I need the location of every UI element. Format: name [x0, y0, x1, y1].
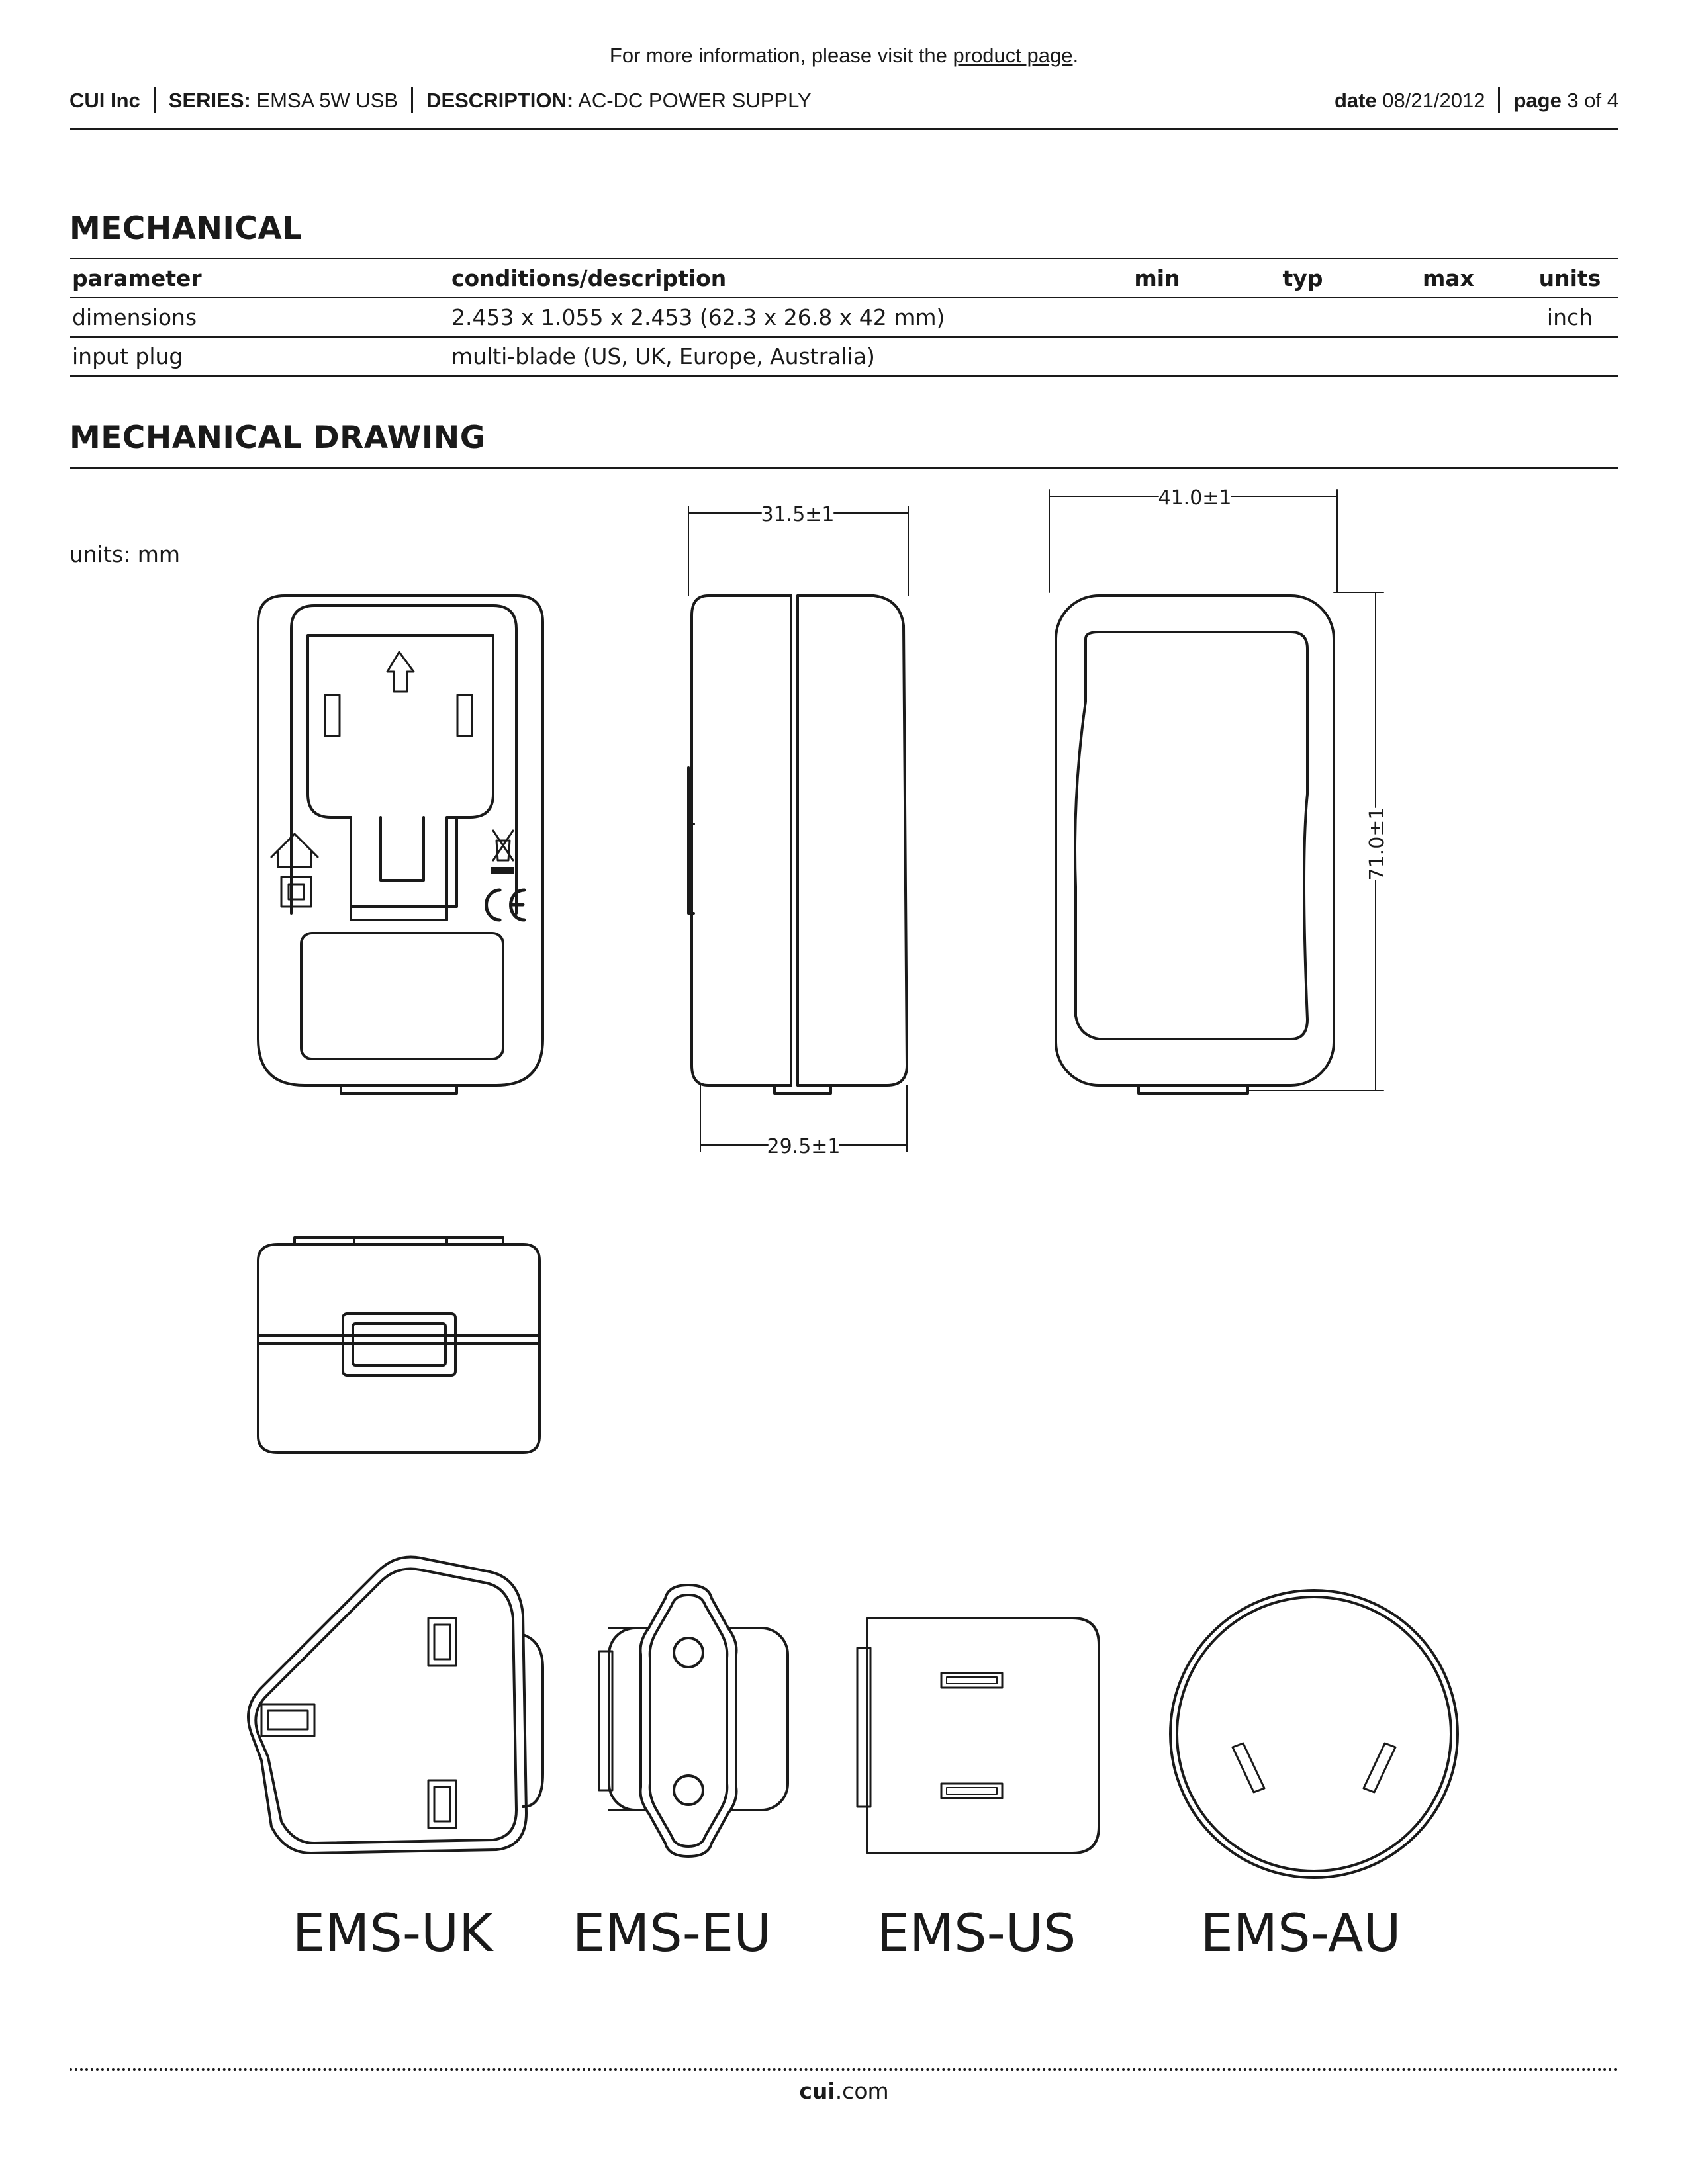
cell-parameter: input plug — [70, 337, 449, 376]
col-header-max: max — [1376, 259, 1521, 298]
col-header-conditions: conditions/description — [449, 259, 1084, 298]
page-label: page — [1513, 89, 1562, 113]
plug-label-us: EMS-US — [876, 1904, 1076, 1964]
date-label: date — [1334, 89, 1377, 113]
dim-label-height: 71.0±1 — [1366, 807, 1389, 881]
col-header-parameter: parameter — [70, 259, 449, 298]
front-view — [258, 596, 543, 1093]
plug-eu — [599, 1585, 788, 1856]
description-value: AC-DC POWER SUPPLY — [573, 89, 812, 113]
plug-label-uk: EMS-UK — [292, 1904, 493, 1964]
date-value: 08/21/2012 — [1376, 89, 1485, 113]
top-view — [1056, 596, 1334, 1093]
dim-label-width: 41.0±1 — [1158, 486, 1232, 510]
page-value: 3 of 4 — [1561, 89, 1618, 113]
footer-rule — [70, 2068, 1618, 2071]
footer-brand[interactable]: cui — [799, 2078, 835, 2104]
description-label: DESCRIPTION: — [426, 89, 574, 113]
series-label: SERIES: — [168, 89, 251, 113]
plug-uk — [248, 1557, 543, 1854]
col-header-min: min — [1084, 259, 1230, 298]
cell-parameter: dimensions — [70, 298, 449, 337]
info-suffix: . — [1072, 44, 1079, 67]
plug-label-eu: EMS-EU — [572, 1904, 772, 1964]
dim-label-depth-top: 31.5±1 — [761, 503, 835, 526]
plug-au — [1170, 1590, 1458, 1878]
plug-us — [857, 1618, 1099, 1853]
dimension-lines — [688, 490, 1383, 1152]
plug-label-au: EMS-AU — [1200, 1904, 1401, 1964]
cell-conditions: multi-blade (US, UK, Europe, Australia) — [449, 337, 1084, 376]
footer — [0, 2078, 1688, 2104]
dim-label-depth-bottom: 29.5±1 — [767, 1135, 841, 1158]
product-page-link[interactable]: product page — [953, 44, 1073, 67]
section-title-mechanical: MECHANICAL — [70, 210, 303, 247]
bottom-view — [258, 1238, 539, 1453]
cell-units: inch — [1521, 298, 1618, 337]
cell-conditions: 2.453 x 1.055 x 2.453 (62.3 x 26.8 x 42 mm) — [449, 298, 1084, 337]
footer-domain[interactable]: .com — [835, 2078, 889, 2104]
col-header-units: units — [1521, 259, 1618, 298]
units-note: units: mm — [70, 541, 181, 567]
side-view — [688, 596, 907, 1093]
series-value: EMSA 5W USB — [250, 89, 399, 113]
info-prefix: For more information, please visit the — [609, 44, 953, 67]
company-name: CUI Inc — [70, 89, 140, 113]
section-title-mechanical-drawing: MECHANICAL DRAWING — [70, 420, 486, 456]
col-header-typ: typ — [1230, 259, 1376, 298]
